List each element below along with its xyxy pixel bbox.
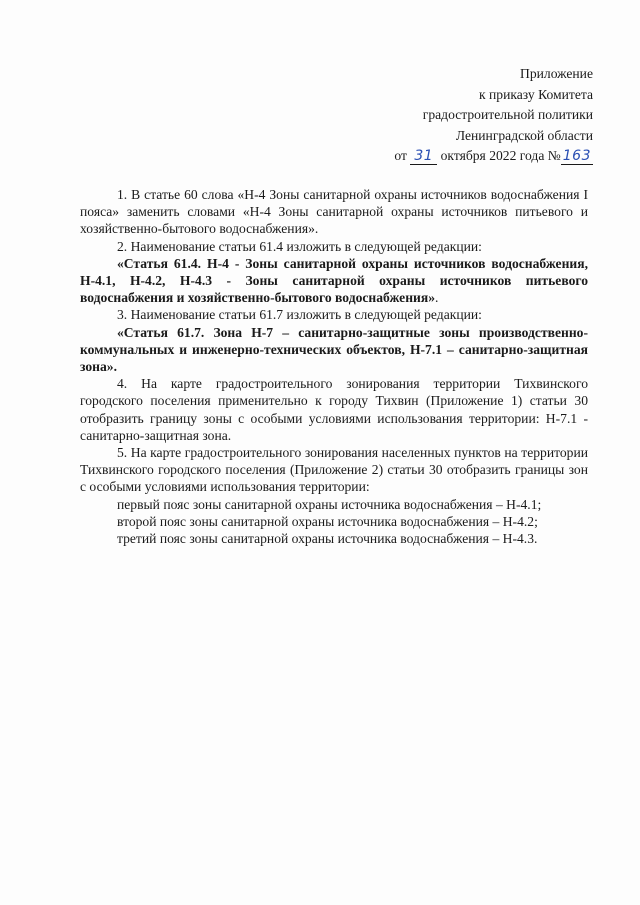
header-date-line (394, 146, 593, 167)
item-5: 5. На карте градостроительного зонирования населенных пунктов на территории Тихвинского городского поселения (Приложение 2) статьи 30 отобразить границы зон с особыми условиями использования территории: (80, 445, 588, 495)
list-item: второй пояс зоны санитарной охраны источника водоснабжения – Н-4.2; (117, 513, 538, 529)
item-4: 4. На карте градостроительного зонирования территории Тихвинского городского поселения применительно к городу Тихвин (Приложение 1) статьи 30 отобразить границу зоны с особыми условиями использования территории: Н-7.1 - санитарно-защитная зона. (80, 376, 588, 443)
item-3: 3. Наименование статьи 61.7 изложить в следующей редакции: (117, 307, 482, 323)
item-2: 2. Наименование статьи 61.4 изложить в следующей редакции: (117, 238, 482, 254)
date-prefix: от (394, 148, 407, 163)
handwritten-order-number: 163 (562, 148, 591, 164)
handwritten-day: 31 (410, 149, 437, 165)
item-3-quote: «Статья 61.7. Зона Н-7 – санитарно-защитные зоны производственно-коммунальных и инженерно-технических объектов, Н-7.1 – санитарно-защитная зона». (80, 324, 588, 375)
header-line-4: Ленинградской области (455, 127, 593, 143)
item-1: 1. В статье 60 слова «Н-4 Зоны санитарной охраны источников водоснабжения I пояса» заменить словами «Н-4 Зоны санитарной охраны источников питьевого и хозяйственно-бытового водоснабжения». (80, 187, 588, 237)
item-2-quote (80, 255, 588, 307)
item-2-quote-end: . (435, 290, 439, 306)
document-body (80, 186, 588, 547)
header-line-2: к приказу Комитета (479, 86, 593, 102)
date-rest: октября 2022 года № (440, 148, 561, 163)
header-line-1: Приложение (520, 66, 593, 81)
header-line-3: градостроительной политики (422, 107, 593, 122)
list-item: первый пояс зоны санитарной охраны источника водоснабжения – Н-4.1; (117, 496, 542, 512)
appendix-header (394, 64, 593, 167)
item-2-quote-text: «Статья 61.4. Н-4 - Зоны санитарной охраны источников водоснабжения, Н-4.1, Н-4.2, Н-4.3 - Зоны санитарной охраны источников питьевого водоснабжения и хозяйственно-бытового водоснабжения» (80, 255, 588, 306)
list-item: третий пояс зоны санитарной охраны источника водоснабжения – Н-4.3. (117, 531, 538, 547)
